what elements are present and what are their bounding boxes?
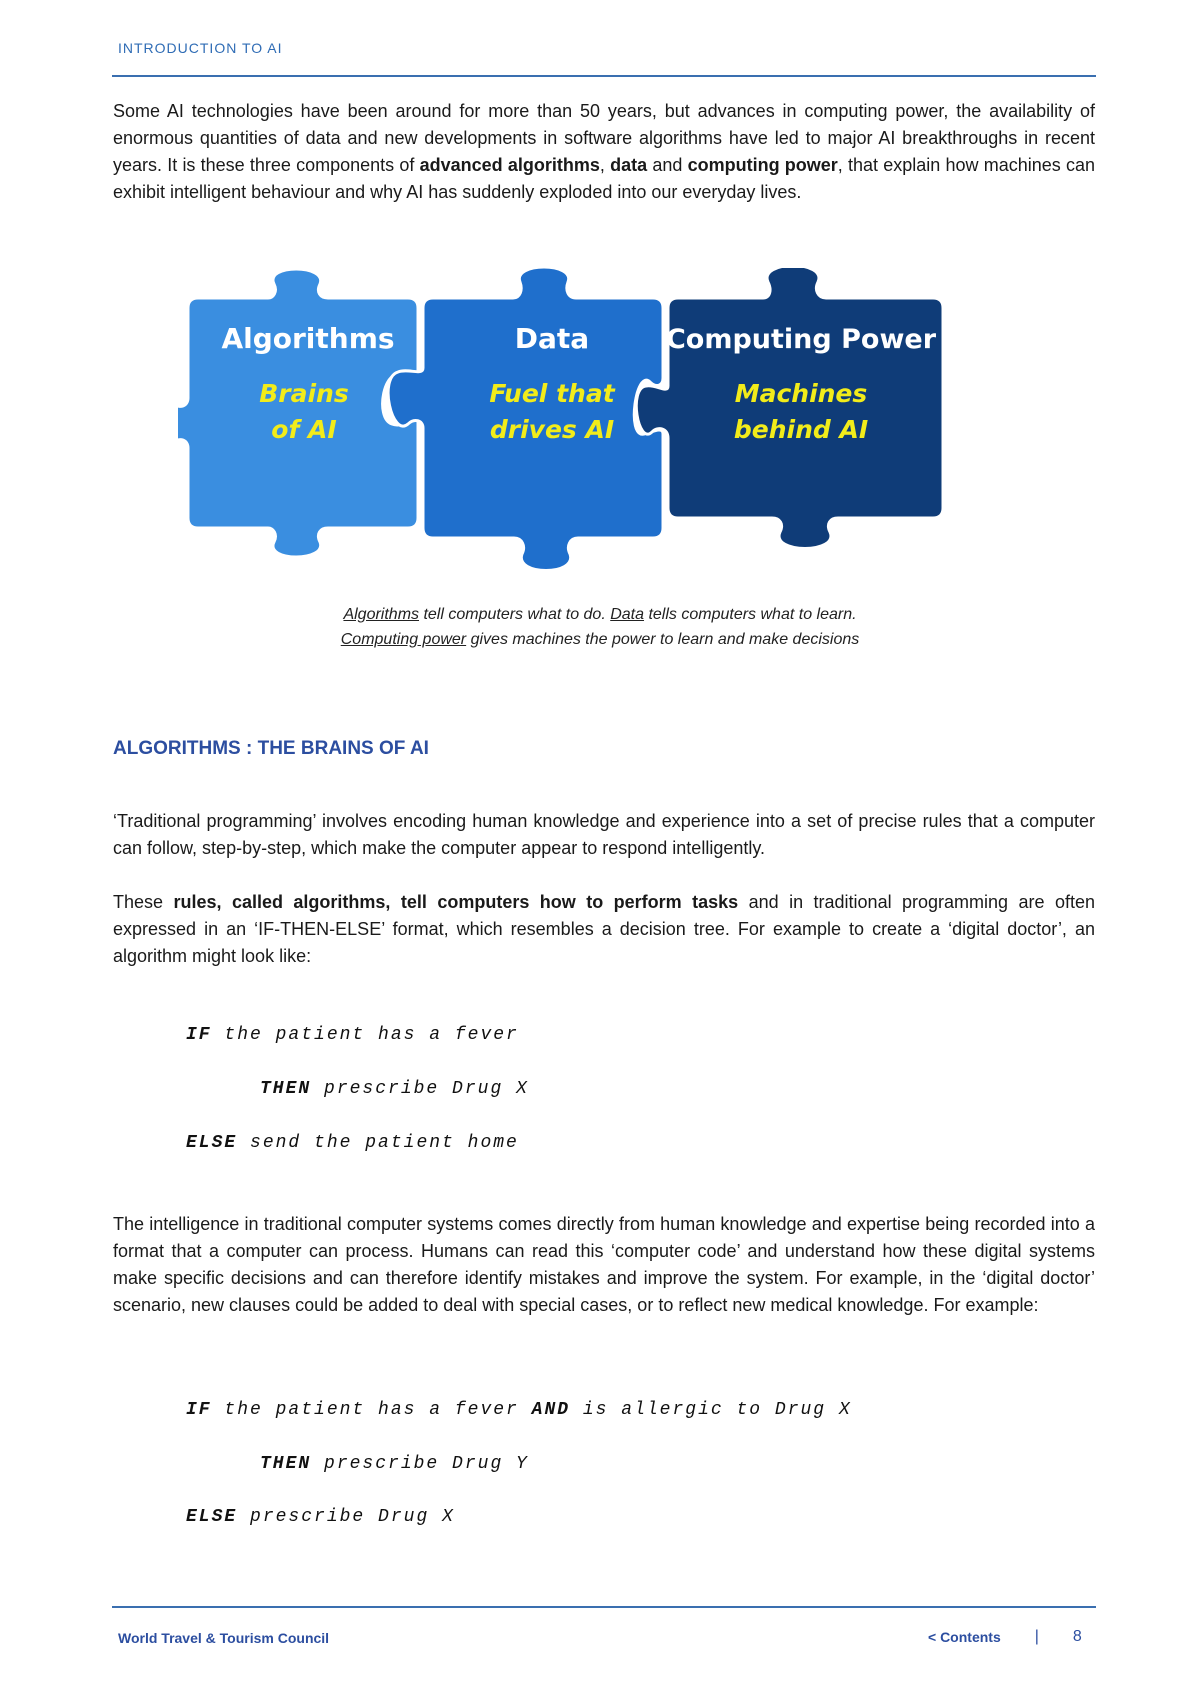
section-heading: ALGORITHMS : THE BRAINS OF AI bbox=[113, 738, 429, 759]
footer-organization: World Travel & Tourism Council bbox=[118, 1630, 330, 1646]
code-line: IF the patient has a fever AND is allergic to Drug X bbox=[186, 1400, 852, 1420]
code-line: IF the patient has a fever bbox=[186, 1025, 519, 1045]
puzzle-sub2-computing-power: behind AI bbox=[733, 415, 869, 444]
code-line: ELSE prescribe Drug X bbox=[186, 1507, 455, 1527]
header-rule bbox=[112, 75, 1096, 77]
traditional-programming-paragraph: ‘Traditional programming’ involves encoding human knowledge and experience into a set of precise rules that a computer can follow, step-by-step, which make the computer appear to respond intelligently. bbox=[113, 811, 1095, 858]
code-line: ELSE send the patient home bbox=[186, 1133, 519, 1153]
puzzle-sub2-algorithms: of AI bbox=[271, 415, 337, 444]
puzzle-piece-algorithms bbox=[178, 269, 418, 557]
figure-caption-line-2: Computing power gives machines the power to learn and make decisions bbox=[340, 631, 860, 648]
puzzle-title-data: Data bbox=[514, 322, 590, 355]
puzzle-sub1-algorithms: Brains bbox=[259, 379, 349, 408]
footer-nav bbox=[928, 1628, 1082, 1646]
intro-paragraph: Some AI technologies have been around for more than 50 years, but advances in computing power, the availability of enormous quantities of data and new developments in software algorithms have led to major AI breakthroughs in recent years. It is these three components of advanced algorithms, data and computing power, that explain how machines can exhibit intelligent behaviour and why AI has suddenly exploded into our everyday lives. bbox=[113, 101, 1095, 202]
puzzle-sub1-data: Fuel that bbox=[489, 379, 615, 408]
footer-rule bbox=[112, 1606, 1096, 1608]
puzzle-title-computing-power: Computing Power bbox=[665, 324, 937, 355]
intelligence-paragraph: The intelligence in traditional computer systems comes directly from human knowledge and expertise being recorded into a format that a computer can process. Humans can read this ‘computer code’ and understand how these digital systems make specific decisions and can therefore identify mistakes and improve the system. For example, in the ‘digital doctor’ scenario, new clauses could be added to deal with special cases, or to reflect new medical knowledge. For example: bbox=[113, 1214, 1095, 1315]
code-line: THEN prescribe Drug Y bbox=[260, 1454, 529, 1474]
puzzle-sub2-data: drives AI bbox=[489, 415, 615, 444]
contents-link[interactable]: < Contents bbox=[928, 1629, 1001, 1645]
code-line: THEN prescribe Drug X bbox=[260, 1079, 529, 1099]
puzzle-sub1-computing-power: Machines bbox=[734, 379, 868, 408]
puzzle-piece-computing-power bbox=[636, 268, 943, 549]
page-number: 8 bbox=[1072, 1628, 1082, 1645]
footer-separator: | bbox=[1034, 1628, 1039, 1645]
running-head: INTRODUCTION TO AI bbox=[118, 40, 283, 56]
rules-paragraph: These rules, called algorithms, tell computers how to perform tasks and in traditional programming are often expressed in an ‘IF-THEN-ELSE’ format, which resembles a decision tree. For example to create a ‘digital doctor’, an algorithm might look like: bbox=[113, 892, 1095, 966]
puzzle-title-algorithms: Algorithms bbox=[221, 322, 395, 355]
figure-caption-line-1: Algorithms tell computers what to do. Data tells computers what to learn. bbox=[343, 606, 857, 623]
ai-components-puzzle bbox=[178, 268, 1028, 584]
